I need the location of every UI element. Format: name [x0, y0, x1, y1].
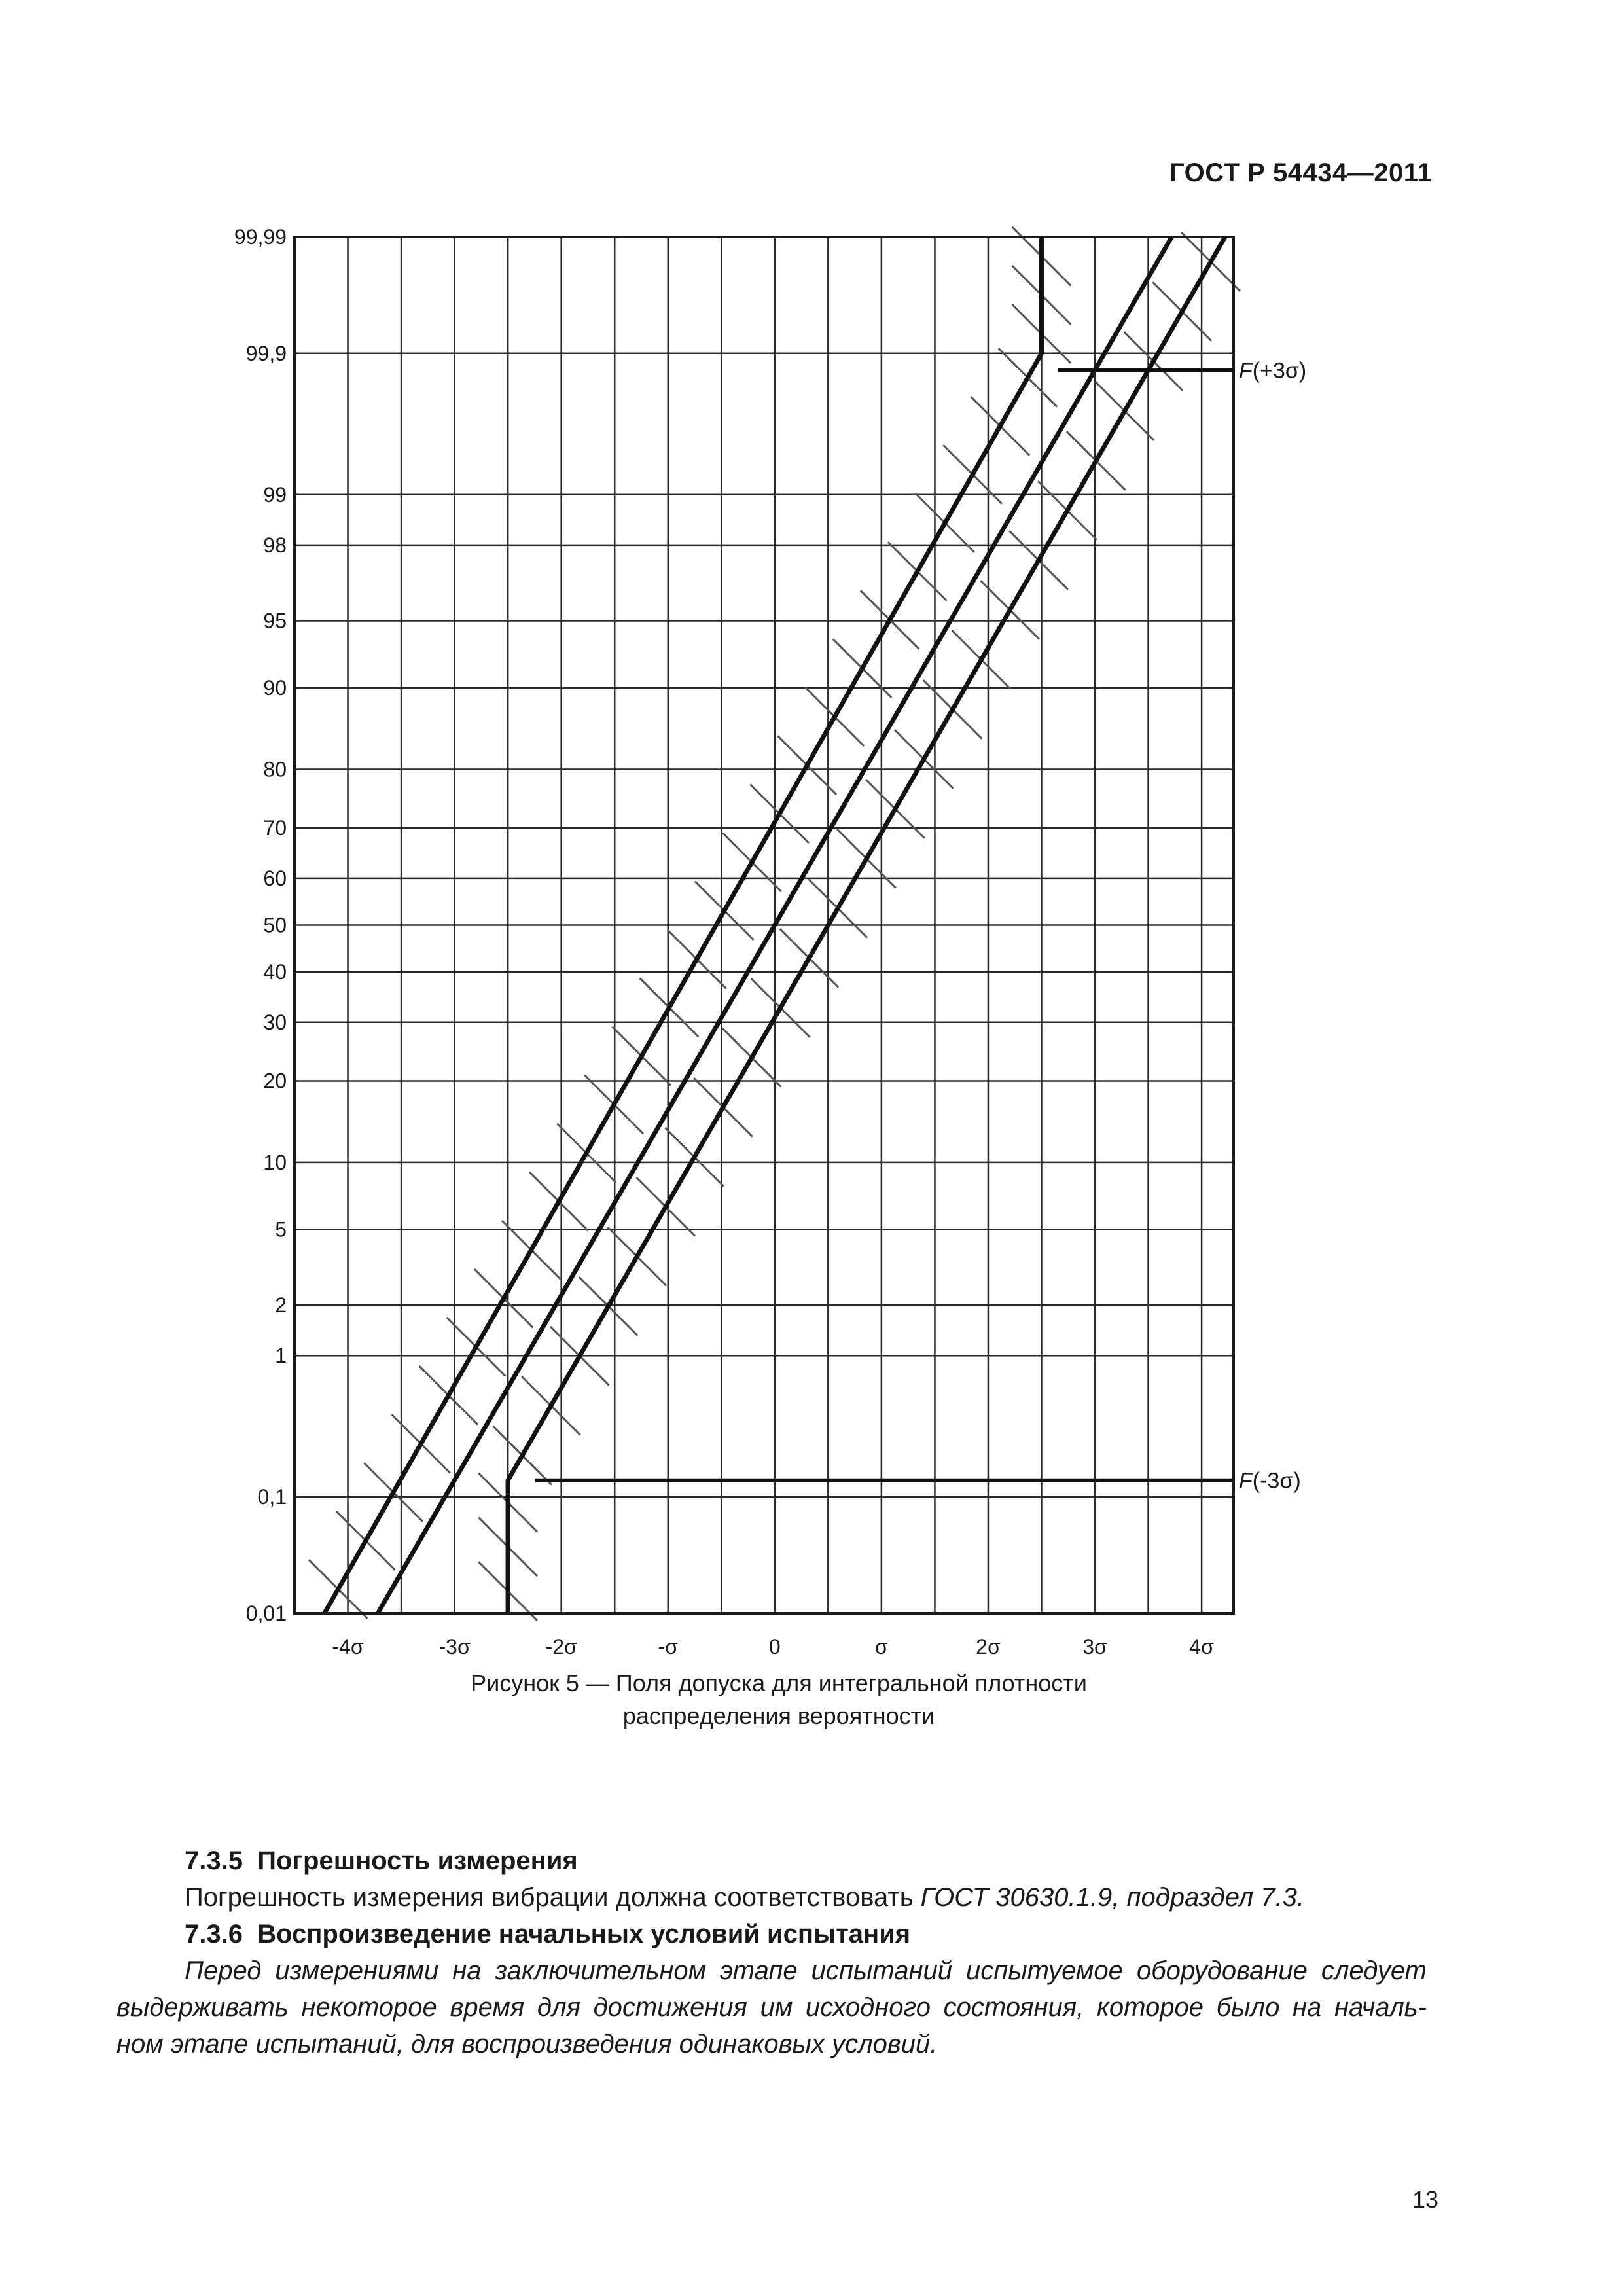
- annotation-sigma-label: (-3σ): [1252, 1468, 1301, 1494]
- section-7-3-6-title: Воспроизведение начальных условий испытания: [257, 1920, 911, 1948]
- x-tick-label: 4σ: [1189, 1635, 1214, 1659]
- y-tick-label: 60: [263, 866, 287, 890]
- section-7-3-6-body-line-1: Перед измерениями на заключительном этапе испытаний испытуемое оборудование следует: [185, 1956, 1427, 1985]
- section-7-3-6-body-line-3: ном этапе испытаний, для воспроизведения одинаковых условий.: [116, 2030, 938, 2058]
- y-tick-label: 30: [263, 1010, 287, 1034]
- x-tick-labels: [332, 1635, 1214, 1659]
- section-7-3-6-number: 7.3.6: [185, 1920, 243, 1948]
- section-7-3-5-body-text: Погрешность измерения вибрации должна соответствовать: [185, 1883, 921, 1912]
- document-header: ГОСТ Р 54434—2011: [1169, 158, 1432, 187]
- page-number: 13: [1412, 2186, 1438, 2213]
- y-tick-label: 50: [263, 913, 287, 937]
- y-tick-label: 99,99: [234, 225, 287, 249]
- x-tick-label: σ: [875, 1635, 888, 1659]
- x-tick-label: -σ: [658, 1635, 678, 1659]
- y-tick-label: 1: [275, 1344, 287, 1368]
- figure-caption-line-1: Рисунок 5 — Поля допуска для интегральной плотности: [471, 1670, 1087, 1696]
- y-tick-label: 99: [263, 482, 287, 507]
- horizontal-gridlines: [294, 237, 1234, 1613]
- y-tick-label: 20: [263, 1069, 287, 1093]
- section-7-3-5-title: Погрешность измерения: [257, 1846, 578, 1875]
- y-tick-label: 5: [275, 1217, 287, 1242]
- x-tick-label: 3σ: [1082, 1635, 1107, 1659]
- y-tick-label: 98: [263, 533, 287, 557]
- section-7-3-5-reference: ГОСТ 30630.1.9, подраздел 7.3.: [920, 1883, 1305, 1912]
- y-tick-label: 10: [263, 1150, 287, 1174]
- y-tick-label: 0,01: [245, 1602, 287, 1625]
- x-tick-label: 2σ: [976, 1635, 1001, 1659]
- y-tick-label: 70: [263, 816, 287, 840]
- y-tick-label: 2: [275, 1293, 287, 1318]
- annotation-f-symbol: F: [1239, 358, 1253, 384]
- y-tick-label: 95: [263, 609, 287, 633]
- annotation-f-symbol: F: [1239, 1468, 1253, 1494]
- section-7-3-6-heading: [185, 1915, 910, 1953]
- x-tick-label: -4σ: [332, 1635, 364, 1659]
- figure-caption-line-2: распределения вероятности: [622, 1702, 935, 1729]
- y-tick-label: 90: [263, 676, 287, 700]
- annotation-minus-3-sigma: [1239, 1469, 1301, 1494]
- y-tick-label: 80: [263, 757, 287, 781]
- y-tick-label: 99,9: [245, 341, 287, 365]
- y-tick-labels: [234, 225, 287, 1625]
- y-tick-label: 0,1: [257, 1485, 287, 1509]
- annotation-plus-3-sigma: [1239, 358, 1306, 383]
- x-tick-label: -2σ: [545, 1635, 577, 1659]
- reference-annotations: [1239, 358, 1306, 1493]
- section-7-3-5-body: [185, 1878, 1304, 1916]
- x-tick-label: -3σ: [438, 1635, 471, 1659]
- annotation-sigma-label: (+3σ): [1252, 358, 1307, 384]
- y-tick-label: 40: [263, 960, 287, 984]
- section-7-3-5-heading: [185, 1842, 578, 1880]
- section-7-3-5-number: 7.3.5: [185, 1846, 243, 1875]
- section-7-3-6-body-line-2: выдерживать некоторое время для достижения им исходного состояния, которое было на началь-: [116, 1993, 1427, 2022]
- x-tick-label: 0: [768, 1635, 781, 1659]
